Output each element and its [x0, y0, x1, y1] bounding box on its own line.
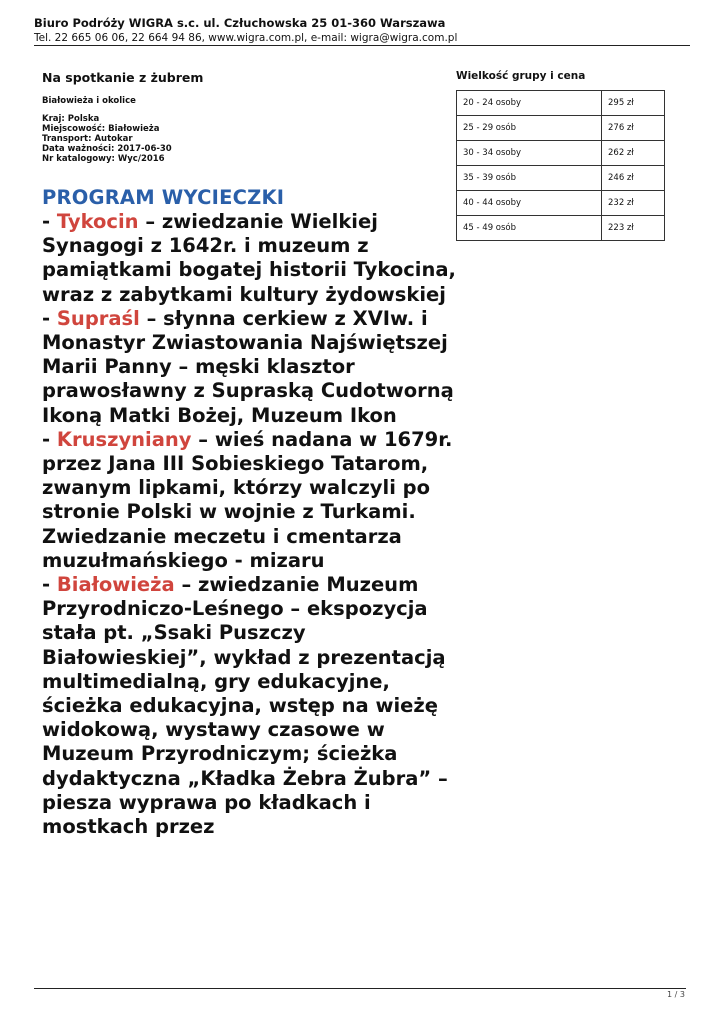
meta-city: Miejscowość: Białowieża [42, 124, 160, 134]
table-row [457, 141, 665, 166]
meta-catalog-number: Nr katalogowy: Wyc/2016 [42, 154, 165, 164]
item-prefix: - [42, 210, 57, 233]
item-prefix: - [42, 306, 57, 330]
program-body [42, 210, 462, 839]
group-size-cell: 25 - 29 osób [457, 116, 602, 141]
price-table-title: Wielkość grupy i cena [456, 70, 586, 82]
program-item-bialowieza [42, 573, 462, 839]
program-item-suprasl [42, 307, 462, 428]
place-name: Białowieża [56, 573, 175, 597]
item-description: – wieś nadana w 1679r. przez Jana III Sobieskiego Tatarom, zwanym lipkami, którzy walczyli po stronie Polski w wojnie z Turkami. Zwiedzanie meczetu i cmentarza muzułmańskiego - mizaru [42, 427, 453, 572]
table-row [457, 116, 665, 141]
trip-title: Na spotkanie z żubrem [42, 70, 204, 85]
price-cell: 276 zł [602, 116, 665, 141]
meta-country: Kraj: Polska [42, 114, 100, 124]
table-row [457, 191, 665, 216]
price-cell: 295 zł [602, 91, 665, 116]
group-size-cell: 40 - 44 osoby [457, 191, 602, 216]
header-divider [34, 45, 690, 46]
price-table [456, 90, 665, 241]
group-size-cell: 35 - 39 osób [457, 166, 602, 191]
program-section [42, 186, 462, 839]
item-prefix: - [42, 573, 57, 597]
page-number: 1 / 3 [667, 990, 685, 999]
meta-validity: Data ważności: 2017-06-30 [42, 144, 172, 154]
company-line: Biuro Podróży WIGRA s.c. ul. Człuchowska 25 01-360 Warszawa [34, 16, 446, 30]
group-size-cell: 30 - 34 osoby [457, 141, 602, 166]
table-row [457, 166, 665, 191]
price-cell: 246 zł [602, 166, 665, 191]
item-description: – zwiedzanie Muzeum Przyrodniczo-Leśnego – ekspozycja stała pt. „Ssaki Puszczy Białowieskiej”, wykład z prezentacją multimedialną, gry edukacyjne, ścieżka edukacyjna, wstęp na wieżę widokową, wystawy czasowe w Muzeum Przyrodniczym; ścieżka dydaktyczna „Kładka Żebra Żubra” – piesza wyprawa po kładkach i mostkach przez [42, 573, 448, 839]
contact-line: Tel. 22 665 06 06, 22 664 94 86, www.wigra.com.pl, e-mail: wigra@wigra.com.pl [34, 32, 458, 44]
trip-region: Białowieża i okolice [42, 96, 136, 106]
table-row [457, 91, 665, 116]
place-name: Kruszyniany [56, 427, 192, 451]
meta-transport: Transport: Autokar [42, 134, 133, 144]
group-size-cell: 45 - 49 osób [457, 216, 602, 241]
place-name: Supraśl [56, 306, 140, 330]
table-row [457, 216, 665, 241]
item-description: – zwiedzanie Wielkiej Synagogi z 1642r. i muzeum z pamiątkami bogatej historii Tykocina, wraz z zabytkami kultury żydowskiej [42, 210, 456, 306]
price-cell: 262 zł [602, 141, 665, 166]
item-description: – słynna cerkiew z XVIw. i Monastyr Zwiastowania Najświętszej Marii Panny – męski klasztor prawosławny z Supraską Cudotworną Ikoną Matki Bożej, Muzeum Ikon [42, 306, 454, 427]
footer-divider [34, 988, 686, 989]
price-box [456, 70, 666, 241]
price-cell: 223 zł [602, 216, 665, 241]
program-item-tykocin [42, 210, 462, 307]
trip-meta [42, 114, 172, 164]
group-size-cell: 20 - 24 osoby [457, 91, 602, 116]
program-heading: PROGRAM WYCIECZKI [42, 186, 285, 209]
document-header [34, 16, 694, 45]
item-prefix: - [42, 427, 57, 451]
place-name: Tykocin [56, 210, 139, 233]
program-item-kruszyniany [42, 428, 462, 573]
price-cell: 232 zł [602, 191, 665, 216]
